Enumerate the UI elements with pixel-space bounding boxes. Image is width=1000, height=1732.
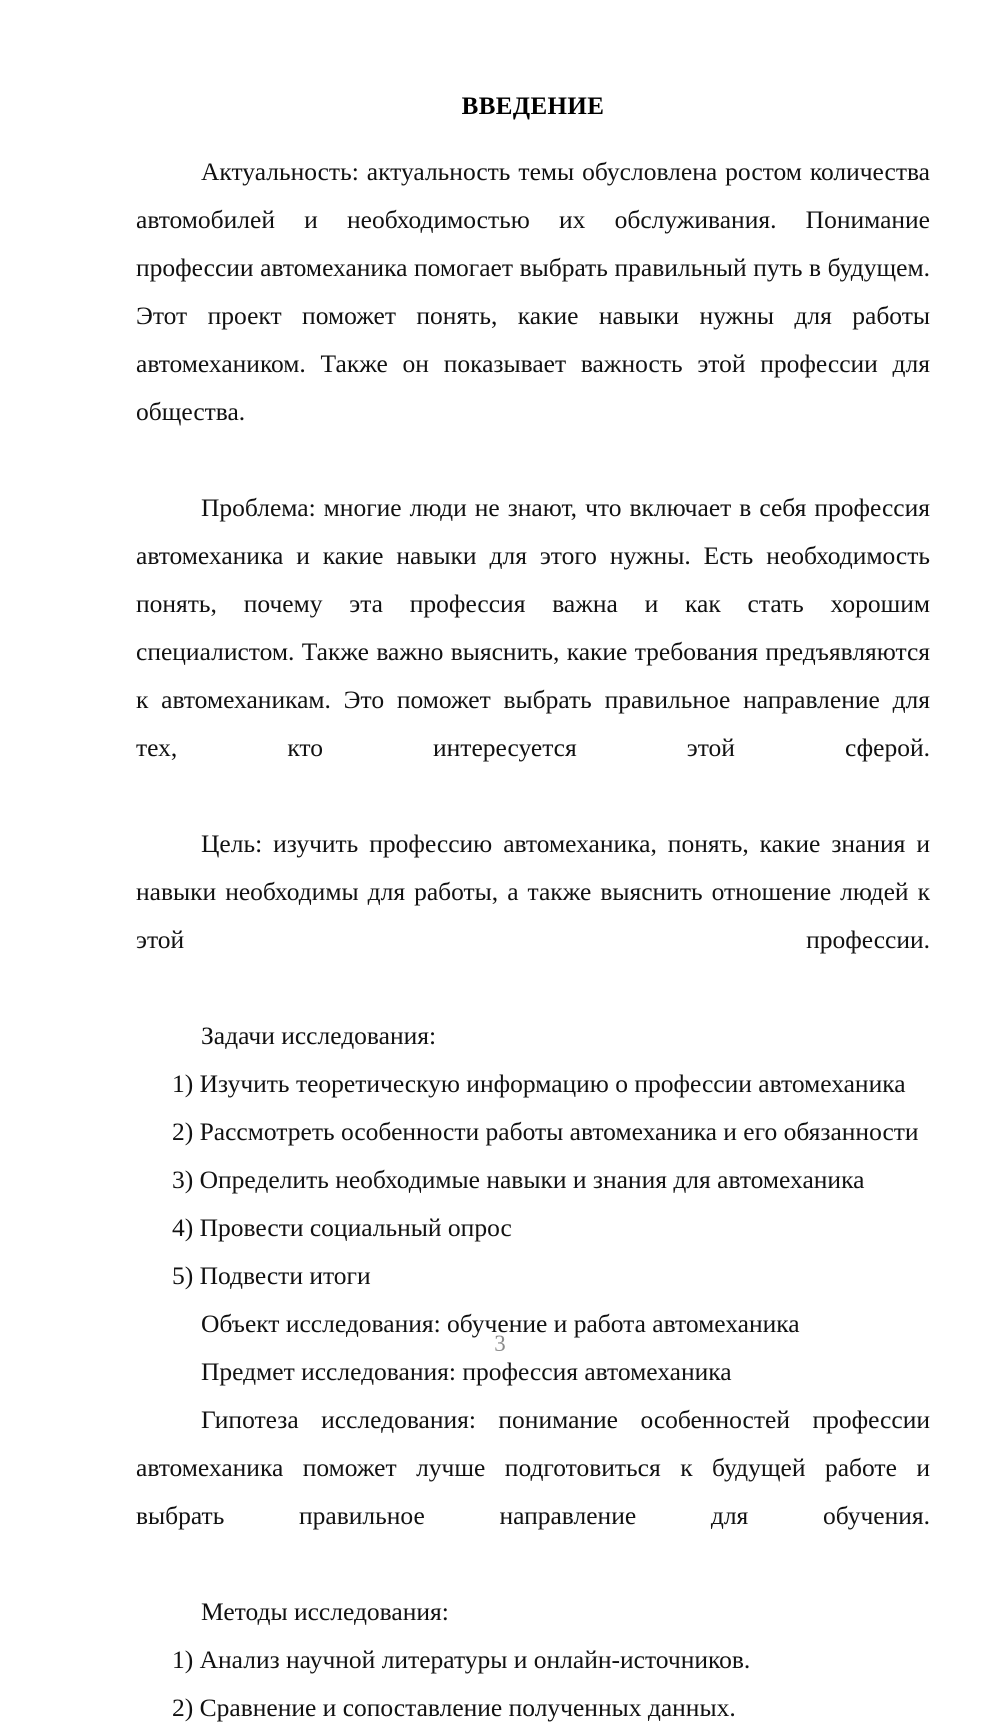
list-item: 2) Рассмотреть особенности работы автомеханика и его обязанности	[172, 1117, 919, 1146]
tasks-list	[136, 1060, 930, 1300]
methods-label: Методы исследования:	[201, 1597, 449, 1626]
list-item: 1) Анализ научной литературы и онлайн-источников.	[172, 1645, 751, 1674]
list-item: 3) Определить необходимые навыки и знания для автомеханика	[172, 1165, 865, 1194]
paragraph-goal: Цель: изучить профессию автомеханика, понять, какие знания и навыки необходимы для работы, а также выяснить отношение людей к этой профессии.	[136, 829, 930, 954]
paragraph-relevance: Актуальность: актуальность темы обусловлена ростом количества автомобилей и необходимостью их обслуживания. Понимание профессии автомеханика помогает выбрать правильный путь в будущем. Этот проект поможет понять, какие навыки нужны для работы автомехаником. Также он показывает важность этой профессии для общества.	[136, 157, 930, 426]
page-number: 3	[494, 1331, 506, 1356]
paragraph-hypothesis: Гипотеза исследования: понимание особенностей профессии автомеханика поможет лучше подготовиться к будущей работе и выбрать правильное направление для обучения.	[136, 1405, 930, 1530]
tasks-label: Задачи исследования:	[201, 1021, 437, 1050]
list-item: 1) Изучить теоретическую информацию о профессии автомеханика	[172, 1069, 906, 1098]
object-of-research: Объект исследования: обучение и работа автомеханика	[201, 1309, 800, 1338]
paragraph-problem: Проблема: многие люди не знают, что включает в себя профессия автомеханика и какие навыки для этого нужны. Есть необходимость понять, почему эта профессия важна и как стать хорошим специалистом. Также важно выяснить, какие требования предъявляются к автомеханикам. Это поможет выбрать правильное направление для тех, кто интересуется этой сферой.	[136, 493, 930, 762]
document-content	[136, 92, 930, 1732]
list-item: 5) Подвести итоги	[172, 1261, 371, 1290]
list-item: 4) Провести социальный опрос	[172, 1213, 512, 1242]
subject-of-research: Предмет исследования: профессия автомеханика	[201, 1357, 732, 1386]
page-title: ВВЕДЕНИЕ	[461, 93, 605, 120]
list-item: 2) Сравнение и сопоставление полученных данных.	[172, 1693, 736, 1722]
methods-list	[136, 1636, 930, 1732]
